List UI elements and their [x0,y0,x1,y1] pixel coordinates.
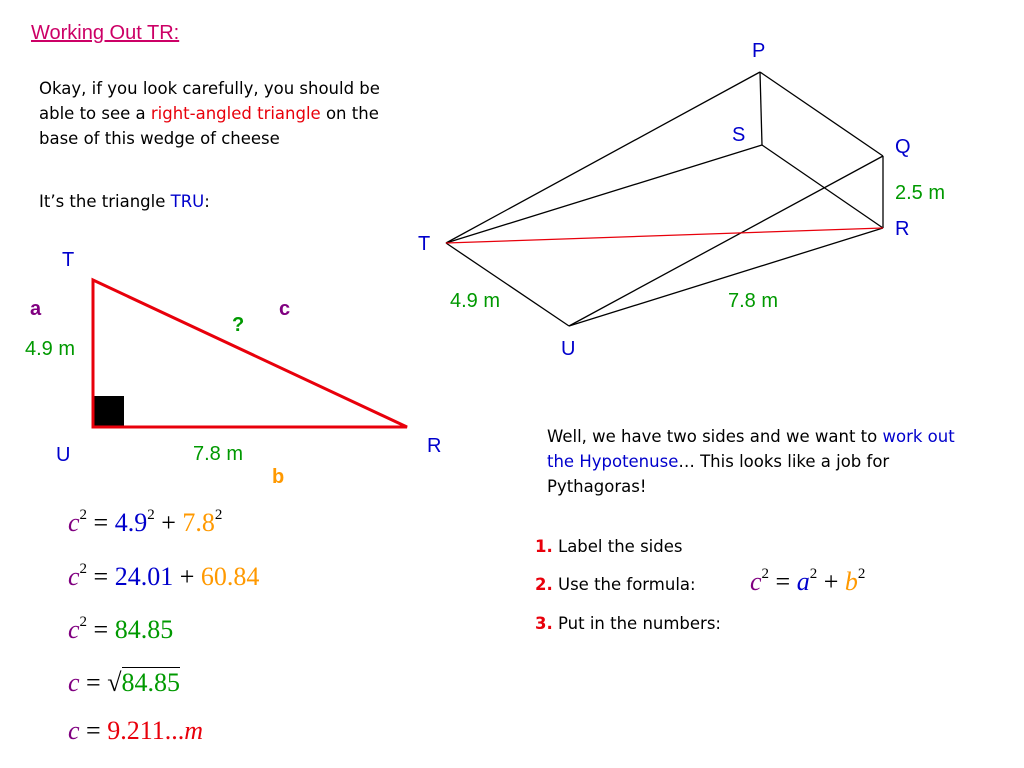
w3-val: 84.85 [114,615,174,644]
w5-val: 9.211... [107,716,185,745]
triangle-label-U: U [56,444,71,466]
wedge-label-U: U [561,338,576,360]
w5-eq: = [86,716,101,745]
step-2-text: Use the formula: [558,575,696,594]
working-line-4 [68,668,180,698]
wedge-label-R: R [895,218,910,240]
edge-UQ [569,156,883,326]
triangle-TRU [93,280,407,427]
intro-text-1: Okay, if you look carefully, you should be able to see a [39,79,380,123]
edge-TR [446,228,883,243]
formula-c: c [750,567,762,596]
step-3 [535,614,721,633]
w1-eq: = [93,508,109,537]
w1-c-exp: 2 [79,507,88,523]
wedge-diagram [446,72,883,326]
formula-c-exp: 2 [761,566,770,582]
edge-TS [446,145,762,243]
w4-eq: = [86,668,101,697]
w2-b: 60.84 [200,562,260,591]
working-line-3 [68,615,173,645]
w4-c: c [68,668,80,697]
formula-plus: + [823,567,839,596]
edge-TU [446,243,569,326]
triangle-label-T: T [62,249,75,271]
step-1-text: Label the sides [558,537,683,556]
wedge-length-TU: 4.9 m [450,290,501,312]
explanation-text-2: … This looks like a job for Pythagoras! [547,452,890,496]
w1-b: 7.8 [182,508,215,537]
w1-a: 4.9 [114,508,148,537]
side-b-length: 7.8 m [193,443,244,465]
right-angle-marker [93,396,124,427]
side-a-length: 4.9 m [25,338,76,360]
working-line-1 [68,508,222,538]
w3-c: c [68,615,80,644]
formula-a-exp: 2 [809,566,818,582]
working-line-2 [68,562,259,592]
formula-b-exp: 2 [857,566,866,582]
sqrt-symbol: √ [107,668,122,697]
w5-unit: m [184,716,204,745]
triangle-line-suffix: : [204,192,210,211]
working-line-5 [68,716,203,746]
explanation-highlight: work out the Hypotenuse [547,427,955,471]
w2-plus: + [179,562,195,591]
w2-c: c [68,562,80,591]
triangle-outline [93,280,407,427]
step-1 [535,537,682,556]
formula-b: b [844,567,858,596]
formula-a: a [796,567,810,596]
wedge-length-QR: 2.5 m [895,182,946,204]
wedge-label-P: P [752,40,766,62]
triangle-label-R: R [427,435,442,457]
intro-highlight: right-angled triangle [150,104,321,123]
w5-c: c [68,716,80,745]
w3-eq: = [93,615,109,644]
triangle-line-prefix: It’s the triangle [39,192,171,211]
w2-c-exp: 2 [79,561,88,577]
page-title: Working Out TR: [31,22,180,44]
wedge-label-T: T [418,233,431,255]
wedge-label-S: S [732,124,746,146]
edge-TP [446,72,760,243]
step-2 [535,575,696,594]
w4-val: 84.85 [121,668,180,697]
step-3-number: 3. [535,614,553,633]
explanation-text-1: Well, we have two sides and we want to [547,427,883,446]
explanation-paragraph [547,424,957,499]
w1-c: c [68,508,80,537]
edge-SR [762,145,883,228]
step-1-number: 1. [535,537,553,556]
w2-eq: = [93,562,109,591]
triangle-line-name: TRU [170,192,205,211]
side-a-letter: a [30,298,42,320]
side-c-letter: c [279,298,291,320]
step-3-text: Put in the numbers: [558,614,721,633]
w1-plus: + [161,508,176,537]
edge-PS [760,72,762,145]
pythagoras-formula [750,567,865,597]
edge-UR [569,228,883,326]
side-b-letter: b [272,466,285,488]
w2-a: 24.01 [114,562,174,591]
wedge-label-Q: Q [895,136,911,158]
step-2-number: 2. [535,575,553,594]
edge-PQ [760,72,883,156]
w1-a-exp: 2 [147,507,155,523]
w3-c-exp: 2 [79,614,88,630]
wedge-length-UR: 7.8 m [728,290,779,312]
formula-eq: = [775,567,791,596]
w1-b-exp: 2 [214,507,223,523]
intro-text-2: on the base of this wedge of cheese [39,104,379,148]
side-c-unknown: ? [232,314,245,336]
